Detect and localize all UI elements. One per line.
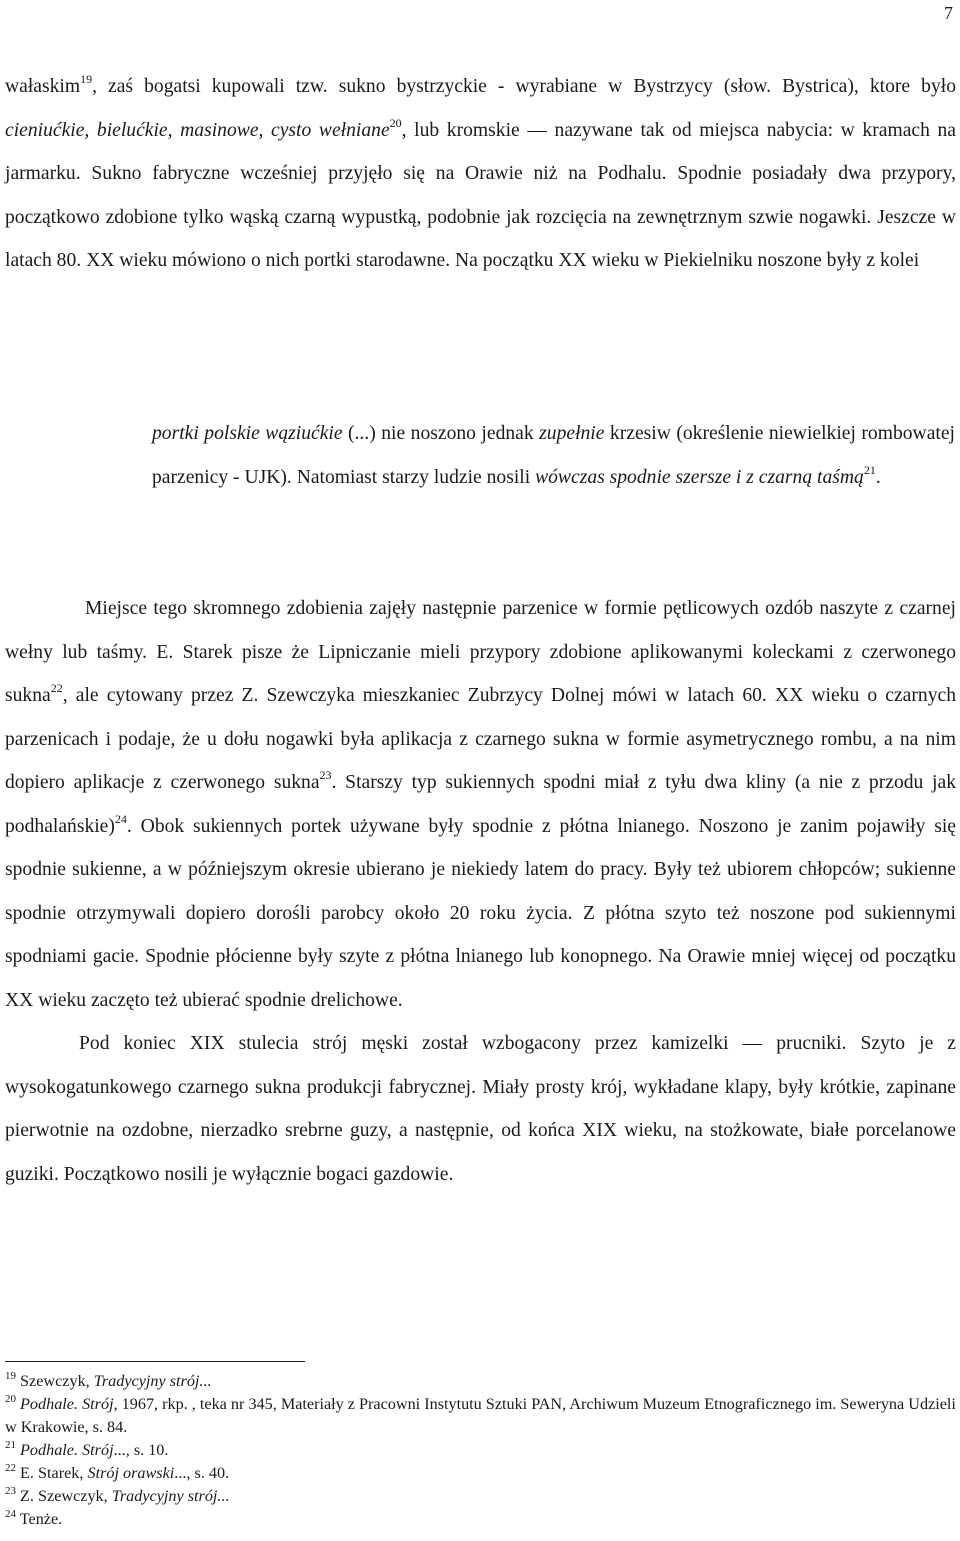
quote-text-6: . [875, 466, 881, 488]
intro-paragraph [5, 65, 956, 283]
footnote-detail: , 1967, rkp. , teka nr 345, Materiały z Pracowni Instytutu Sztuki PAN, Archiwum Muzeum Etnograficznego im. Seweryna Udzieli w Krakowie, s. 84. [5, 1395, 956, 1436]
footnote-number: 23 [5, 1485, 16, 1497]
para2-text-c: . Starszy typ sukiennych spodni miał z tyłu dwa kliny (a nie z przodu jak podhalańskie) [5, 772, 956, 837]
block-quote [152, 412, 955, 499]
footnote-number: 19 [5, 1370, 16, 1382]
quote-text-4: krzesiw (określenie niewielkiej rombowatej parzenicy - UJK). Natomiast starzy ludzie nosili [152, 423, 955, 488]
footnote-ref-19: 19 [80, 72, 93, 86]
footnote-ref-22: 22 [50, 681, 63, 695]
paragraph-2 [5, 587, 956, 1022]
footnote-22 [5, 1462, 956, 1485]
quote-text-2: (...) nie noszono jednak [342, 423, 540, 444]
footnotes [5, 1370, 956, 1531]
footnote-text: E. Starek, [16, 1464, 88, 1482]
footnote-ref-24: 24 [114, 811, 127, 826]
footnote-title: Tradycyjny strój... [111, 1487, 230, 1505]
footnote-separator [5, 1361, 305, 1362]
page-number: 7 [944, 3, 953, 23]
paragraph-3: Pod koniec XIX stulecia strój męski został wzbogacony przez kamizelki — prucniki. Szyto je z wysokogatunkowego czarnego sukna produkcji fabrycznej. Miały prosty krój, wykładane klapy, były krótkie, zapinane pierwotnie na ozdobne, nierzadko srebrne guzy, a następnie, od końca XIX wieku, na stożkowate, białe porcelanowe guziki. Początkowo nosili je wyłącznie bogaci gazdowie. [5, 1033, 956, 1185]
footnote-text: Tenże. [16, 1510, 63, 1528]
footnote-24 [5, 1508, 956, 1531]
footnote-number: 22 [5, 1462, 16, 1474]
footnote-number: 20 [5, 1393, 16, 1405]
para2-text-b: , ale cytowany przez Z. Szewczyka mieszkaniec Zubrzycy Dolnej mówi w latach 60. XX wieku o czarnych parzenicach i podaje, że u dołu nogawki była aplikacja z czarnego sukna w formie asymetrycznego rombu, a na nim dopiero aplikacje z czerwonego sukna [5, 685, 956, 793]
footnote-title: Tradycyjny strój... [93, 1372, 212, 1390]
quote-italic-3: wówczas spodnie szersze i z czarną taśmą [535, 466, 864, 488]
footnote-title: Strój orawski [87, 1464, 175, 1482]
footnote-23 [5, 1485, 956, 1508]
footnote-number: 24 [5, 1508, 16, 1520]
quote-italic-1: portki polskie wąziućkie [152, 423, 343, 444]
footnote-21 [5, 1439, 956, 1462]
intro-text-3: , lub kromskie — nazywane tak od miejsca nabycia: w kramach na jarmarku. Sukno fabryczne wcześniej przyjęło się na Orawie niż na Podhalu. Spodnie posiadały dwa przypory, początkowo zdobione tylko wąską czarną wypustką, podobnie jak rozcięcia na zewnętrznym szwie nogawki. Jeszcze w latach 80. XX wieku mówiono o nich portki starodawne. Na początku XX wieku w Piekielniku noszone były z kolei [5, 119, 956, 271]
paragraph-intro [5, 65, 956, 283]
footnote-ref-21: 21 [863, 462, 876, 477]
footnote-detail: ..., s. 40. [174, 1464, 230, 1482]
footnote-19 [5, 1370, 956, 1393]
footnote-detail: ..., s. 10. [113, 1441, 169, 1459]
footnote-title: Podhale. Strój [20, 1441, 114, 1459]
quote-italic-2: zupełnie [539, 423, 605, 444]
main-text [5, 587, 956, 1196]
intro-text-2: , zaś bogatsi kupowali tzw. sukno bystrzyckie - wyrabiane w Bystrzycy (słow. Bystrica), ktore było [92, 76, 956, 97]
footnote-number: 21 [5, 1439, 16, 1451]
para2-text-a: Miejsce tego skromnego zdobienia zajęły następnie parzenice w formie pętlicowych ozdób naszyte z czarnej wełny lub taśmy. E. Starek pisze że Lipniczanie mieli przypory zdobione aplikowanymi koleckami z czerwonego sukna [5, 598, 956, 706]
footnote-title: Podhale. Strój [20, 1395, 114, 1413]
intro-italic-quote: cieniućkie, bielućkie, masinowe, cysto wełniane [5, 119, 390, 141]
intro-text-1: wałaskim [5, 76, 81, 97]
para2-text-d: . Obok sukiennych portek używane były spodnie z płótna lnianego. Noszono je zanim pojawiły się spodnie sukienne, a w późniejszym okresie ubierano je niekiedy latem do pracy. Były też ubiorem chłopców; sukienne spodnie otrzymywali dopiero dorośli parobcy około 20 roku życia. Z płótna szyto też noszone pod sukiennymi spodniami gacie. Spodnie płócienne były szyte z płótna lnianego lub konopnego. Na Orawie mniej więcej od początku XX wieku zaczęto też ubierać spodnie drelichowe. [5, 815, 956, 1011]
footnote-ref-20: 20 [389, 115, 402, 130]
footnote-ref-23: 23 [319, 768, 332, 782]
footnote-text: Szewczyk, [16, 1372, 94, 1390]
footnote-20 [5, 1393, 956, 1439]
footnote-text: Z. Szewczyk, [16, 1487, 112, 1505]
